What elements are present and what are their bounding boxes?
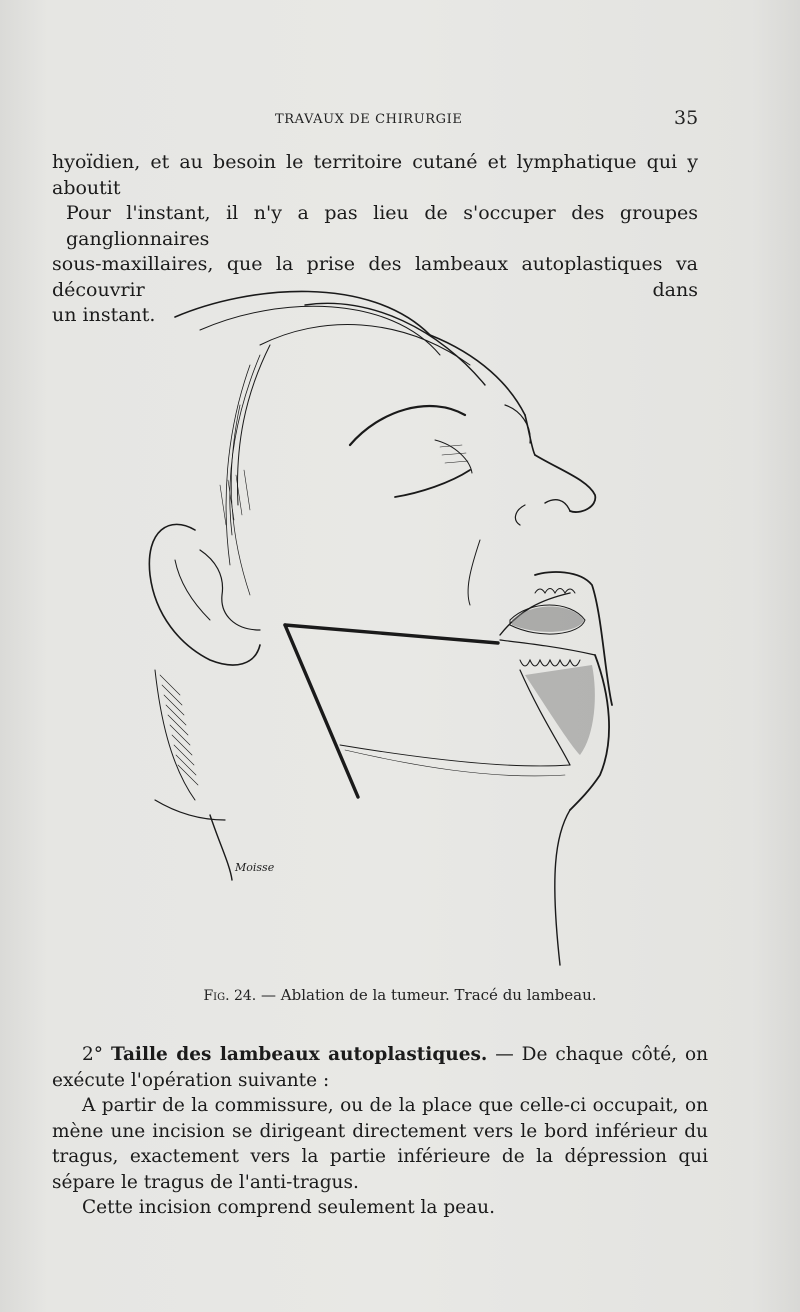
section-paragraph-2: Cette incision comprend seulement la peau. — [82, 1197, 495, 1218]
section-heading-paragraph — [52, 1042, 708, 1093]
caption-label: Fig. 24. — [203, 988, 257, 1004]
intro-line-1: hyoïdien, et au besoin le territoire cutané et lymphatique qui y aboutit — [52, 151, 698, 199]
page-header — [0, 104, 800, 134]
figure-illustration — [140, 275, 630, 975]
section-paragraph-1: A partir de la commissure, ou de la place que celle-ci occupait, on mène une incision se dirigeant directement vers le bord inférieur du tragus, exactement vers la partie inférieure de la dépression qui sépare le tragus de l'anti-tragus. — [52, 1095, 708, 1193]
intro-line-4: un instant. — [52, 304, 156, 326]
section-body — [52, 1042, 708, 1221]
section-number: 2° — [82, 1044, 104, 1065]
caption-text: — Ablation de la tumeur. Tracé du lambeau. — [256, 986, 597, 1004]
intro-line-3: sous-maxillaires, que la prise des lambeaux autoplastiques va découvrir dans — [52, 253, 698, 301]
section-title-rest: — De chaque côté, on exécute l'opération suivante : — [52, 1044, 708, 1091]
running-title: TRAVAUX DE CHIRURGIE — [275, 112, 463, 127]
head-profile-drawing — [140, 275, 630, 975]
artist-signature: Moisse — [235, 861, 275, 874]
intro-line-2: Pour l'instant, il n'y a pas lieu de s'occuper des groupes ganglionnaires — [66, 202, 698, 250]
section-title: Taille des lambeaux autoplastiques. — [110, 1044, 488, 1065]
page-number: 35 — [674, 107, 699, 129]
figure-caption — [0, 986, 800, 1004]
